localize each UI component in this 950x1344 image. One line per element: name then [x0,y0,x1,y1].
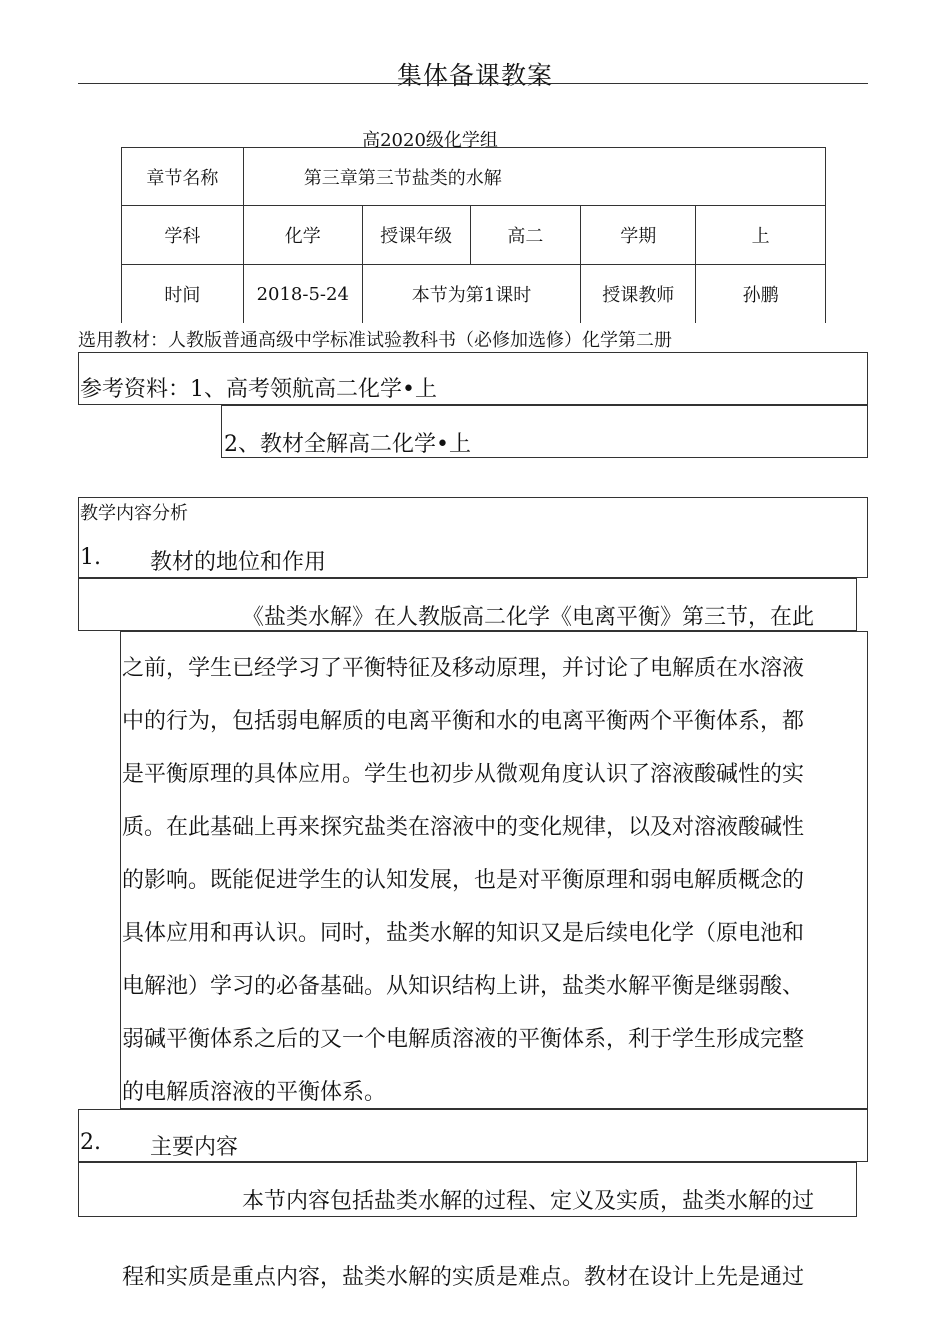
section2-number: 2. [80,1130,101,1155]
term-value: 上 [696,206,826,265]
textbook-line: 选用教材：人教版普通高级中学标准试验教科书（必修加选修）化学第二册 [78,330,672,351]
section1-first-line: 《盐类水解》在人教版高二化学《电离平衡》第三节，在此 [242,605,815,630]
time-value: 2018-5-24 [243,265,362,324]
body-line: 的电解质溶液的平衡体系。 [122,1080,387,1105]
course-info-table [121,147,826,323]
section2-next-line: 程和实质是重点内容，盐类水解的实质是难点。教材在设计上先是通过 [122,1265,805,1290]
body-line: 是平衡原理的具体应用。学生也初步从微观角度认识了溶液酸碱性的实 [122,762,805,787]
table-row [122,206,826,265]
section2-title: 主要内容 [150,1135,239,1160]
section1-body [122,642,868,1119]
section1-title: 教材的地位和作用 [150,550,327,575]
table-row [122,148,826,206]
body-line: 具体应用和再认识。同时，盐类水解的知识又是后续电化学（原电池和 [122,921,805,946]
body-line: 弱碱平衡体系之后的又一个电解质溶液的平衡体系，利于学生形成完整 [122,1027,805,1052]
term-label: 学期 [581,206,696,265]
body-line: 之前，学生已经学习了平衡特征及移动原理，并讨论了电解质在水溶液 [122,656,805,681]
body-line: 质。在此基础上再来探究盐类在溶液中的变化规律，以及对溶液酸碱性 [122,815,805,840]
section2-first-line: 本节内容包括盐类水解的过程、定义及实质，盐类水解的过 [242,1189,815,1214]
document-title: 集体备课教案 [396,61,553,90]
body-line: 电解池）学习的必备基础。从知识结构上讲，盐类水解平衡是继弱酸、 [122,974,805,999]
body-line: 中的行为，包括弱电解质的电离平衡和水的电离平衡两个平衡体系，都 [122,709,805,734]
subject-value: 化学 [243,206,362,265]
grade-label: 授课年级 [362,206,470,265]
time-label: 时间 [122,265,244,324]
grade-value: 高二 [470,206,581,265]
reference-2: 2、教材全解高二化学•上 [224,432,471,457]
subject-label: 学科 [122,206,244,265]
table-row [122,265,826,324]
teacher-label: 授课教师 [581,265,696,324]
title-underline [78,83,868,84]
teacher-value: 孙鹏 [696,265,826,324]
body-line: 的影响。既能促进学生的认知发展，也是对平衡原理和弱电解质概念的 [122,868,805,893]
reference-1: 参考资料：1、高考领航高二化学•上 [80,377,437,402]
lesson-value: 本节为第1课时 [362,265,581,324]
chapter-value: 第三章第三节盐类的水解 [243,148,825,206]
analysis-heading: 教学内容分析 [80,503,188,524]
group-name: 高2020级化学组 [362,130,498,151]
section1-number: 1. [80,545,101,570]
chapter-label: 章节名称 [122,148,244,206]
